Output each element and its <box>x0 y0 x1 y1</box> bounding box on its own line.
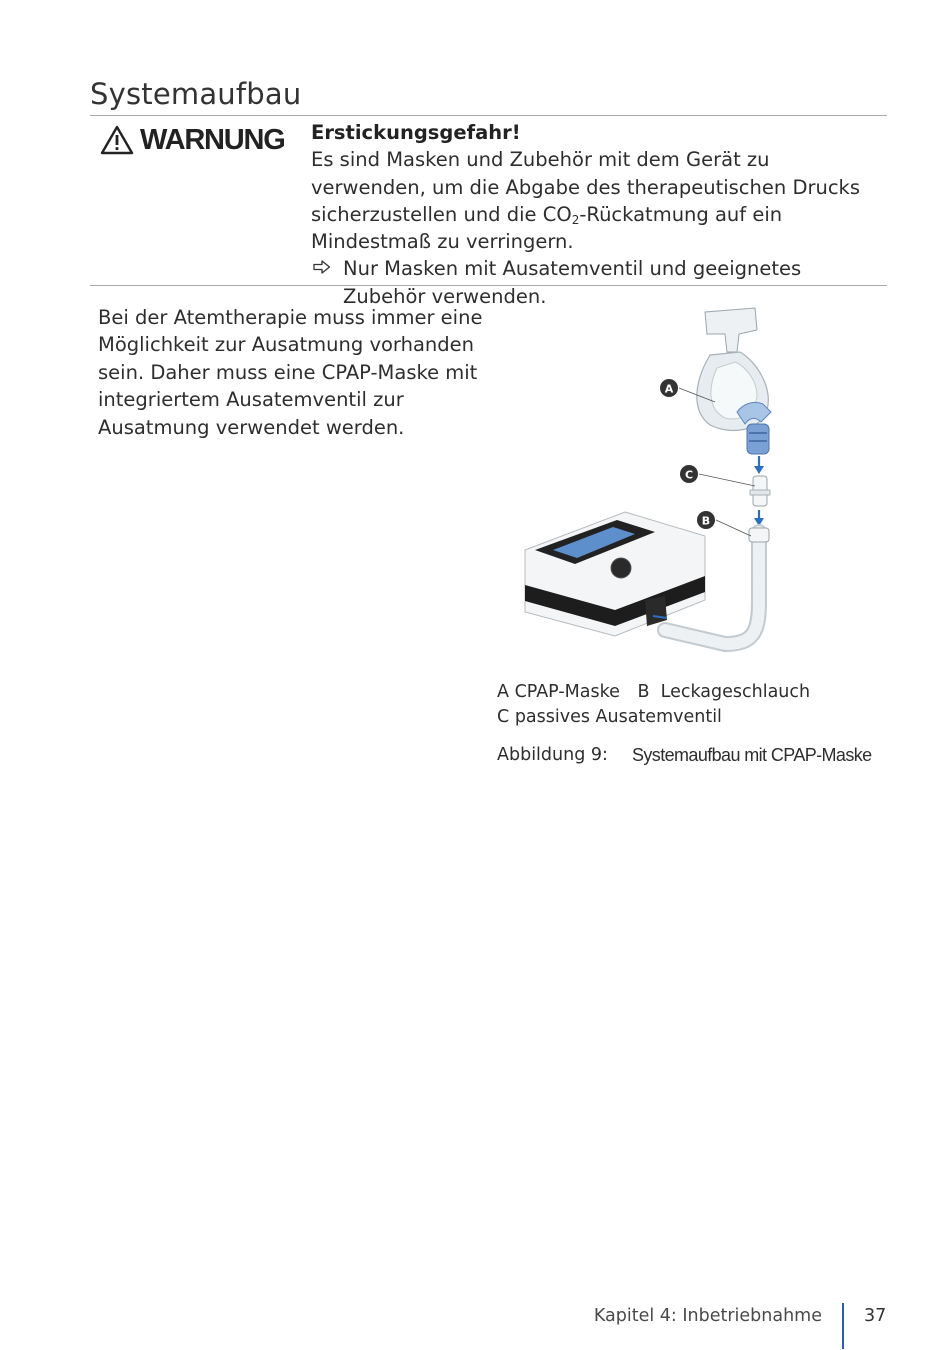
page-number: 37 <box>864 1306 887 1326</box>
warning-text: Es sind Masken und Zubehör mit dem Gerät zu verwenden, um die Abgabe des therapeutischen Drucks sicherzustellen und die $CO_2$-Rückatmung auf ein Mindestmaß zu verringern. <box>311 148 861 254</box>
intro-paragraph: Bei der Atemtherapie muss immer eine Möglichkeit zur Ausatmung vorhanden sein. Daher muss eine CPAP-Maske mit integriertem Ausatemventil zur Ausatmung verwendet werden. <box>98 306 483 439</box>
warning-action-text: Nur Masken mit Ausatemventil und geeignetes Zubehör verwenden. <box>343 257 802 308</box>
callout-c <box>680 465 755 486</box>
figure-caption <box>497 745 872 766</box>
cpap-device-illustration <box>525 507 705 636</box>
divider-bottom <box>90 285 887 286</box>
arrow-right-icon <box>313 260 331 274</box>
divider-top <box>90 115 887 116</box>
callout-b <box>697 511 751 536</box>
page-title: Systemaufbau <box>90 77 302 112</box>
legend-row <box>497 705 887 730</box>
caption-text: Systemaufbau mit CPAP-Maske <box>632 745 872 765</box>
footer-divider <box>842 1303 844 1349</box>
warning-triangle-icon <box>100 125 134 155</box>
legend-row <box>497 680 887 705</box>
svg-text:A: A <box>664 382 674 396</box>
warning-title: Erstickungsgefahr! <box>311 121 521 144</box>
warning-label <box>100 123 285 157</box>
exhalation-valve-illustration <box>750 476 770 506</box>
cpap-mask-illustration <box>697 308 771 454</box>
cpap-system-illustration <box>505 300 825 670</box>
svg-text:B: B <box>701 514 711 528</box>
warning-label-text: WARNUNG <box>140 123 285 156</box>
legend-item-b: B Leckageschlauch <box>637 682 811 702</box>
legend-item-c: C passives Ausatemventil <box>497 706 722 727</box>
caption-label: Abbildung 9: <box>497 745 608 765</box>
figure-legend <box>497 680 887 729</box>
legend-item-a: A CPAP-Maske <box>497 682 620 702</box>
warning-body <box>311 119 886 310</box>
svg-text:C: C <box>684 468 694 482</box>
footer-chapter: Kapitel 4: Inbetriebnahme <box>593 1306 822 1326</box>
